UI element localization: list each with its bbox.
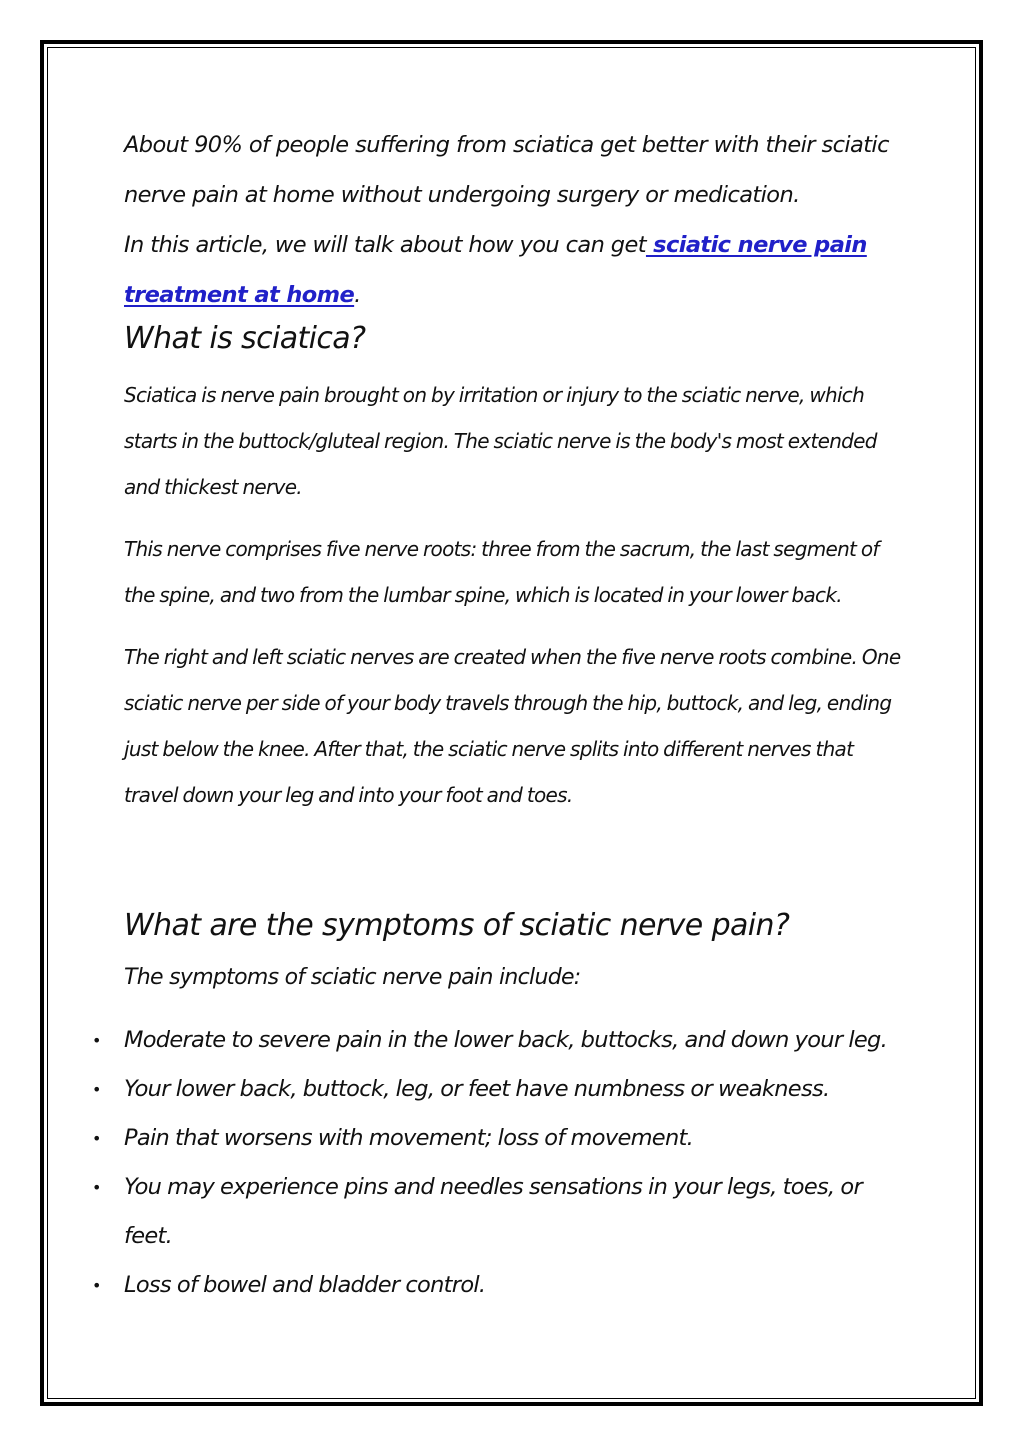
list-item	[92, 1163, 904, 1261]
sciatic-treatment-link[interactable]: sciatic nerve pain treatment at home	[124, 232, 867, 308]
nerve-roots-paragraph: This nerve comprises five nerve roots: three from the sacrum, the last segment of the spine, and two from the lumbar spine, which is located in your lower back.	[124, 537, 879, 607]
bullet-icon: •	[92, 1080, 101, 1099]
list-item-text: Moderate to severe pain in the lower back, buttocks, and down your leg.	[124, 1027, 888, 1053]
bullet-icon: •	[92, 1276, 101, 1295]
sciatica-definition-paragraph: Sciatica is nerve pain brought on by irritation or injury to the sciatic nerve, which starts in the buttock/gluteal region. The sciatic nerve is the body's most extended and thickest nerve.	[124, 383, 877, 499]
bullet-icon: •	[92, 1178, 101, 1197]
list-item-text: Your lower back, buttock, leg, or feet have numbness or weakness.	[124, 1076, 830, 1102]
list-item	[92, 1016, 904, 1065]
bullet-icon: •	[92, 1031, 101, 1050]
intro-line-2-prefix: In this article, we will talk about how you can get	[124, 232, 646, 258]
list-item-text: Loss of bowel and bladder control.	[124, 1272, 486, 1298]
intro-line-2-suffix: .	[354, 282, 361, 308]
bullet-icon: •	[92, 1129, 101, 1148]
symptoms-intro: The symptoms of sciatic nerve pain include:	[124, 965, 581, 990]
list-item	[92, 1114, 904, 1163]
intro-paragraph	[124, 120, 904, 320]
list-item	[92, 1261, 904, 1310]
list-item-text: Pain that worsens with movement; loss of movement.	[124, 1125, 694, 1151]
list-item	[92, 1065, 904, 1114]
symptoms-heading: What are the symptoms of sciatic nerve pain?	[124, 908, 790, 943]
nerve-path-paragraph: The right and left sciatic nerves are created when the five nerve roots combine. One sciatic nerve per side of your body travels through the hip, buttock, and leg, ending just below the knee. After that, the sciatic nerve splits into different nerves that travel down your leg and into your foot and toes.	[124, 645, 901, 807]
list-item-text: You may experience pins and needles sensations in your legs, toes, or feet.	[124, 1174, 863, 1249]
symptom-list	[92, 1016, 904, 1310]
article-content	[92, 120, 904, 1310]
intro-line-1: About 90% of people suffering from sciatica get better with their sciatic nerve pain at home without undergoing surgery or medication.	[124, 132, 889, 208]
what-is-sciatica-heading: What is sciatica?	[124, 321, 366, 356]
